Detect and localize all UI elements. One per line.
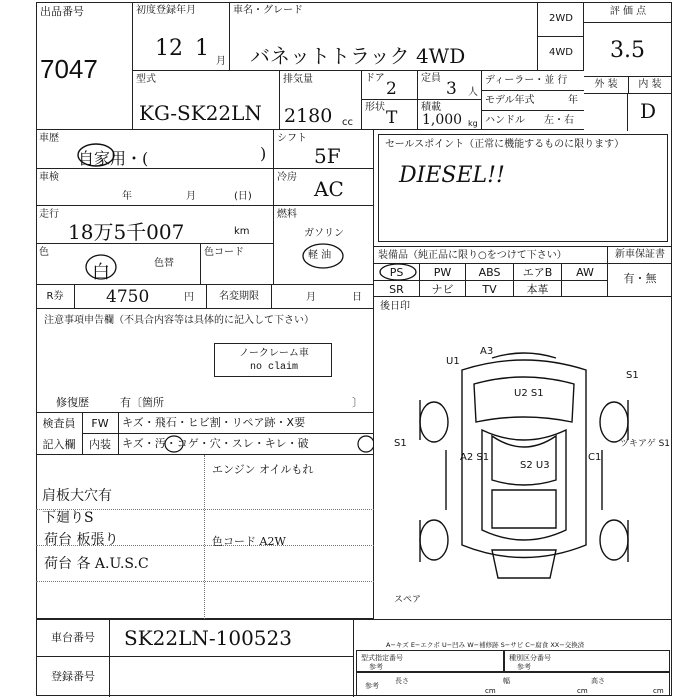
equipment-row-2 [374, 280, 607, 297]
displacement-label: 排気量 [283, 74, 313, 85]
lot-label: 出品番号 [40, 5, 84, 18]
sales-point-inner [378, 134, 668, 242]
equipment-label: 装備品（純正品に限り○をつけて下さい） [378, 250, 567, 261]
history-block [36, 130, 274, 285]
color-circle [84, 252, 118, 282]
spare-label: スペア [394, 595, 422, 605]
usage-row [36, 130, 274, 169]
fw-label: FW [82, 413, 119, 434]
recycle-row [36, 285, 374, 309]
dim-ref: 参考 [365, 682, 379, 690]
aircon-value: AC [314, 177, 344, 201]
length-label: 長さ [395, 677, 409, 685]
note-1: 肩板大穴有 [42, 488, 112, 504]
class-ref: 参考 [517, 663, 531, 671]
lot-number: 7047 [40, 54, 98, 84]
deadline-month: 月 [306, 292, 316, 303]
repair-value: 有〔箇所 [120, 396, 164, 409]
mark-s1-tr: S1 [626, 370, 639, 381]
first-reg-label: 初度登録年月 [136, 5, 196, 16]
load-value: 1,000 [422, 112, 463, 128]
ps-circle [378, 262, 418, 282]
load-label: 積載 [421, 102, 441, 113]
first-reg-box [133, 2, 230, 70]
fw-items: キズ・飛石・ヒビ割・リペア跡・X要 [122, 416, 306, 429]
color-row [36, 244, 274, 285]
usage-value: 自家用・( [78, 149, 149, 168]
inspection-label: 車検 [39, 172, 59, 183]
mileage-row [36, 206, 274, 244]
mark-c1: C1 [588, 452, 602, 463]
inspection-month: 月 [186, 191, 196, 202]
capacity-box [418, 70, 482, 100]
deadline-day: 日 [352, 292, 362, 303]
model-label: 型式 [136, 74, 156, 85]
load-box [418, 100, 482, 130]
equipment-box [374, 247, 608, 297]
handle-label: ハンドル [485, 115, 525, 126]
mark-u2-s1: U2 S1 [514, 388, 544, 399]
mark-a2-s1: A2 S1 [460, 452, 490, 463]
class-no-cell [504, 650, 670, 672]
shift-label: シフト [277, 133, 307, 144]
shift-row [274, 130, 374, 169]
inspection-row [36, 169, 274, 206]
no-claim-jp: ノークレーム車 [239, 348, 309, 359]
grade-value: 3.5 [610, 38, 645, 63]
fuel-label: 燃料 [277, 209, 297, 220]
model-year-label: モデル年式 [482, 91, 584, 111]
displacement-unit: cc [342, 117, 353, 128]
fuel-gasoline: ガソリン [304, 228, 344, 239]
usage-close: ) [260, 144, 267, 163]
no-claim-box [214, 343, 332, 377]
doors-label: ドア [365, 73, 385, 84]
caution-block [36, 309, 374, 413]
right-note-1: エンジン オイルもれ [212, 463, 314, 476]
capacity-unit: 人 [468, 87, 478, 98]
length-cm: cm [485, 687, 496, 695]
dealer-box [482, 70, 584, 130]
note-2: 下廻りS [42, 510, 94, 526]
displacement-box [280, 70, 362, 130]
drive-box [538, 2, 584, 70]
car-name-label: 車名・グレード [233, 5, 303, 16]
inspection-year: 年 [122, 191, 132, 202]
handle-value: 左・右 [544, 115, 574, 126]
int-label: 内装 [82, 434, 119, 455]
drive-4wd: 4WD [549, 47, 573, 58]
exterior-label: 外 装 [584, 77, 629, 94]
car-name-value: バネットトラック 4WD [250, 44, 466, 68]
equip-tv: TV [466, 281, 514, 297]
mileage-value: 18万5千007 [68, 220, 185, 244]
equip-aw: AW [576, 265, 594, 279]
footer [36, 619, 672, 696]
equip-pw: PW [420, 264, 466, 280]
design-no-label: 型式指定番号 [361, 654, 403, 662]
warranty-value: 有・無 [623, 272, 657, 285]
rear-seat-label: 後日印 [380, 301, 410, 312]
color-code-label: 色コード [204, 247, 244, 258]
chassis-label-cell [36, 620, 110, 657]
note-3: 荷台 板張り [44, 532, 119, 548]
equip-leather: 本革 [514, 281, 562, 297]
recycle-unit: 円 [184, 292, 194, 303]
class-no-label: 種別区分番号 [509, 654, 551, 662]
dealer-label: ディーラー・並 行 [482, 71, 584, 91]
inspector-label-1: 検査員 [36, 413, 83, 434]
grade-label: 評 価 点 [584, 2, 672, 23]
shape-label: 形状 [365, 102, 385, 113]
equip-ps: PS [374, 264, 420, 280]
model-value: KG-SK22LN [139, 101, 262, 125]
mark-a3: A3 [480, 346, 494, 357]
width-label: 幅 [503, 677, 510, 685]
aircon-label: 冷房 [277, 172, 297, 183]
equip-airbag: エアB [514, 264, 562, 280]
sales-point-value: DIESEL!! [399, 163, 505, 188]
inspector-label-2: 記入欄 [36, 434, 83, 455]
chassis-value-cell [110, 620, 354, 657]
color-value: 白 [92, 262, 110, 283]
grade-box [584, 2, 672, 130]
sales-point-box [374, 130, 672, 247]
notes-area [36, 455, 374, 619]
mark-tsuki-s1: ツキアゲ S1 [620, 439, 671, 449]
caution-label: 注意事項申告欄（不具合内容等は具体的に記入して下さい） [44, 315, 314, 326]
shape-value: T [386, 108, 398, 128]
model-box [133, 70, 280, 130]
load-unit: kg [468, 119, 478, 128]
notes-line-3 [36, 581, 374, 582]
deadline-label: 名変期限 [206, 285, 272, 309]
car-diagram [374, 340, 672, 610]
shape-box [362, 100, 418, 130]
interior-value: D [640, 99, 657, 123]
car-name-box [230, 2, 538, 70]
warranty-label: 新車保証書 [608, 247, 672, 264]
shift-block [274, 130, 374, 285]
int-items: キズ・汚・コゲ・穴・スレ・キレ・破 [122, 437, 309, 450]
sales-point-label: セールスポイント（正常に機能するものに限ります） [385, 139, 625, 150]
height-cm: cm [653, 687, 664, 695]
interior-label: 内 装 [628, 77, 672, 94]
reg-value-cell [110, 657, 354, 697]
lot-box [36, 2, 133, 130]
aircon-row [274, 169, 374, 206]
month-unit: 月 [216, 56, 226, 67]
usage-label: 車歴 [39, 133, 59, 144]
repair-close: 〕 [352, 396, 363, 409]
mark-u1: U1 [446, 356, 460, 367]
mileage-label: 走行 [39, 209, 59, 220]
fuel-circle [300, 241, 346, 271]
chassis-label: 車台番号 [51, 631, 95, 644]
recycle-label: R券 [36, 285, 75, 309]
design-no-cell [356, 650, 504, 672]
right-note-2: 色コード A2W [212, 535, 286, 548]
model-year-unit: 年 [568, 95, 578, 106]
usage-circle [76, 142, 116, 168]
grade-divider [584, 76, 672, 130]
notes-divider [204, 455, 205, 619]
design-ref: 参考 [369, 663, 383, 671]
reg-label: 登録番号 [51, 670, 95, 683]
damage-legend: A−キズ E−エクボ U−凹み W−補修跡 S−サビ C−腐食 XX−交換済 [386, 641, 585, 649]
doors-box [362, 70, 418, 100]
first-reg-month: 1 [195, 36, 209, 61]
fuel-diesel: 軽 油 [308, 250, 332, 261]
capacity-value: 3 [446, 79, 457, 99]
int-circles [36, 413, 374, 455]
dimension-cell [356, 672, 670, 696]
height-label: 高さ [591, 677, 605, 685]
fuel-row [274, 206, 374, 285]
mileage-unit: km [234, 226, 250, 237]
displacement-value: 2180 [284, 105, 333, 127]
width-cm: cm [577, 687, 588, 695]
recycle-value: 4750 [106, 287, 150, 307]
repair-label: 修復歴 [56, 396, 89, 409]
warranty-box [608, 247, 672, 297]
drive-2wd: 2WD [538, 2, 584, 37]
no-claim-en: no claim [249, 362, 298, 373]
doors-value: 2 [386, 79, 397, 99]
shift-value: 5F [314, 144, 341, 168]
equip-navi: ナビ [420, 281, 466, 297]
first-reg-year: 12 [155, 36, 183, 61]
color-label: 色 [39, 247, 49, 258]
exterior-cell [584, 93, 628, 131]
capacity-label: 定員 [421, 73, 441, 84]
note-4: 荷台 各 A.U.S.C [44, 556, 149, 572]
color-change-label: 色替 [154, 258, 174, 269]
mark-s2-u3: S2 U3 [520, 460, 550, 471]
mark-s1-l: S1 [394, 438, 407, 449]
equip-sr: SR [374, 281, 420, 297]
inspection-day: (日) [234, 191, 252, 202]
reg-label-cell [36, 657, 110, 697]
inspector-block [36, 413, 374, 455]
color-code-cell [200, 244, 201, 285]
equip-abs: ABS [466, 264, 514, 280]
chassis-value: SK22LN-100523 [124, 626, 292, 650]
